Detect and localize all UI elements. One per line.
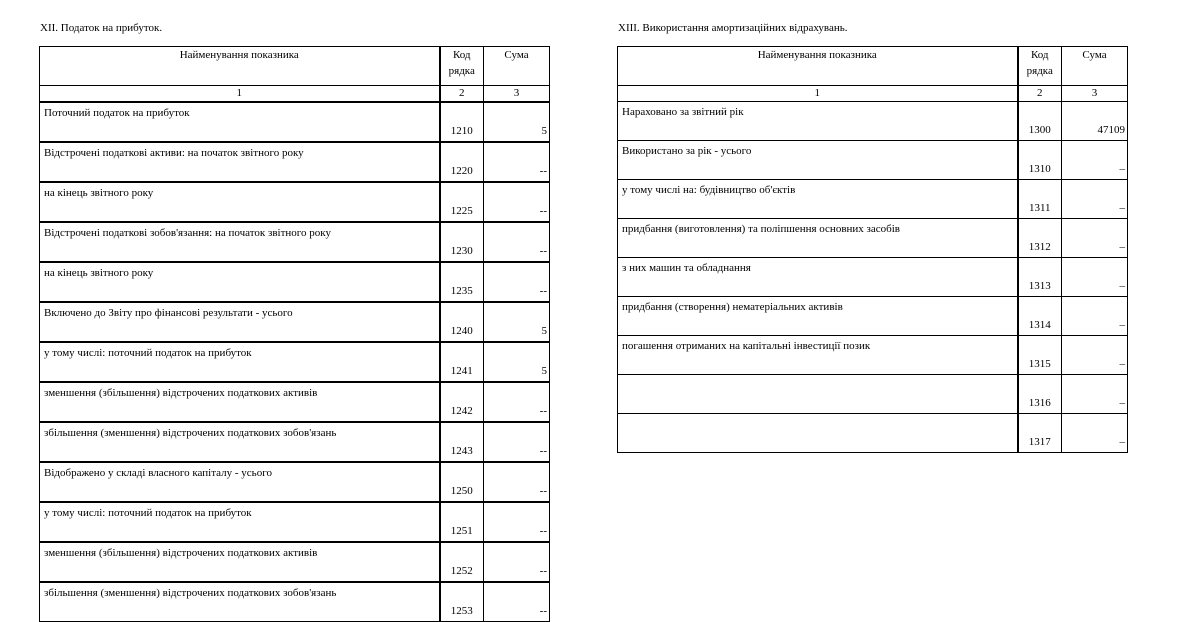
row-sum: 5 <box>484 342 550 382</box>
column-number: 1 <box>40 86 440 103</box>
table-row <box>618 219 1128 258</box>
header-code: Код рядка <box>440 47 484 86</box>
table-row <box>40 462 550 502</box>
row-name: у тому числі: поточний податок на прибуток <box>40 502 440 542</box>
table-body <box>40 102 550 622</box>
row-code: 1210 <box>440 102 484 142</box>
row-name: придбання (створення) нематеріальних активів <box>618 297 1018 336</box>
table-row <box>40 222 550 262</box>
row-sum: -- <box>484 142 550 182</box>
row-name: Відстрочені податкові зобов'язання: на початок звітного року <box>40 222 440 262</box>
table-row <box>618 141 1128 180</box>
row-code: 1300 <box>1018 102 1062 141</box>
row-sum: 5 <box>484 302 550 342</box>
column-number: 1 <box>618 86 1018 102</box>
row-name <box>618 414 1018 453</box>
table-row <box>40 502 550 542</box>
row-code: 1241 <box>440 342 484 382</box>
row-sum: -- <box>484 182 550 222</box>
row-name: на кінець звітного року <box>40 262 440 302</box>
row-sum: – <box>1062 141 1128 180</box>
table-row <box>618 180 1128 219</box>
row-name: у тому числі на: будівництво об'єктів <box>618 180 1018 219</box>
row-name: Відображено у складі власного капіталу - усього <box>40 462 440 502</box>
row-code: 1315 <box>1018 336 1062 375</box>
row-sum: -- <box>484 542 550 582</box>
row-sum: – <box>1062 414 1128 453</box>
row-code: 1312 <box>1018 219 1062 258</box>
row-name: з них машин та обладнання <box>618 258 1018 297</box>
table-row <box>40 542 550 582</box>
row-code: 1252 <box>440 542 484 582</box>
row-code: 1310 <box>1018 141 1062 180</box>
header-sum: Сума <box>1062 47 1128 86</box>
header-code: Код рядка <box>1018 47 1062 86</box>
table-row <box>40 342 550 382</box>
row-sum: -- <box>484 462 550 502</box>
row-code: 1314 <box>1018 297 1062 336</box>
row-sum: -- <box>484 382 550 422</box>
row-name: Використано за рік - усього <box>618 141 1018 180</box>
row-name: Включено до Звіту про фінансові результати - усього <box>40 302 440 342</box>
header-name: Найменування показника <box>40 47 440 86</box>
column-number: 2 <box>440 86 484 103</box>
column-number: 3 <box>484 86 550 103</box>
table-row <box>40 262 550 302</box>
row-code: 1311 <box>1018 180 1062 219</box>
table-row <box>40 382 550 422</box>
table-row <box>618 414 1128 453</box>
header-row <box>40 47 550 86</box>
row-code: 1240 <box>440 302 484 342</box>
row-code: 1316 <box>1018 375 1062 414</box>
table-row <box>618 258 1128 297</box>
row-sum: – <box>1062 336 1128 375</box>
header-name: Найменування показника <box>618 47 1018 86</box>
row-sum: 47109 <box>1062 102 1128 141</box>
table-row <box>40 142 550 182</box>
row-name: Поточний податок на прибуток <box>40 102 440 142</box>
row-name: Нараховано за звітний рік <box>618 102 1018 141</box>
row-name: зменшення (збільшення) відстрочених податкових активів <box>40 542 440 582</box>
table-row <box>618 297 1128 336</box>
header-row <box>618 47 1128 86</box>
section-xii-title: XII. Податок на прибуток. <box>40 22 163 34</box>
row-name: придбання (виготовлення) та поліпшення основних засобів <box>618 219 1018 258</box>
row-name: збільшення (зменшення) відстрочених податкових зобов'язань <box>40 582 440 622</box>
row-name: у тому числі: поточний податок на прибуток <box>40 342 440 382</box>
row-code: 1317 <box>1018 414 1062 453</box>
column-number: 3 <box>1062 86 1128 102</box>
row-code: 1251 <box>440 502 484 542</box>
table-row <box>40 182 550 222</box>
row-sum: – <box>1062 219 1128 258</box>
row-sum: – <box>1062 375 1128 414</box>
row-sum: -- <box>484 582 550 622</box>
income-tax-table <box>39 46 550 622</box>
table-row <box>618 375 1128 414</box>
section-xiii-title: XIII. Використання амортизаційних відрахувань. <box>618 22 848 34</box>
row-code: 1242 <box>440 382 484 422</box>
row-name <box>618 375 1018 414</box>
table-body <box>618 102 1128 453</box>
row-code: 1243 <box>440 422 484 462</box>
row-name: зменшення (збільшення) відстрочених податкових активів <box>40 382 440 422</box>
row-code: 1250 <box>440 462 484 502</box>
table-row <box>40 102 550 142</box>
row-code: 1253 <box>440 582 484 622</box>
header-sum: Сума <box>484 47 550 86</box>
table-row <box>40 582 550 622</box>
row-code: 1230 <box>440 222 484 262</box>
row-name: збільшення (зменшення) відстрочених податкових зобов'язань <box>40 422 440 462</box>
table-row <box>618 102 1128 141</box>
row-code: 1220 <box>440 142 484 182</box>
row-code: 1235 <box>440 262 484 302</box>
column-number-row <box>40 86 550 103</box>
row-sum: -- <box>484 422 550 462</box>
row-name: на кінець звітного року <box>40 182 440 222</box>
column-number-row <box>618 86 1128 102</box>
table-row <box>40 422 550 462</box>
row-code: 1313 <box>1018 258 1062 297</box>
row-name: Відстрочені податкові активи: на початок звітного року <box>40 142 440 182</box>
row-sum: – <box>1062 180 1128 219</box>
row-sum: -- <box>484 262 550 302</box>
depreciation-usage-table <box>617 46 1128 453</box>
row-sum: -- <box>484 502 550 542</box>
row-code: 1225 <box>440 182 484 222</box>
row-sum: – <box>1062 258 1128 297</box>
row-sum: 5 <box>484 102 550 142</box>
table-row <box>618 336 1128 375</box>
row-sum: – <box>1062 297 1128 336</box>
column-number: 2 <box>1018 86 1062 102</box>
table-row <box>40 302 550 342</box>
row-sum: -- <box>484 222 550 262</box>
row-name: погашення отриманих на капітальні інвестиції позик <box>618 336 1018 375</box>
